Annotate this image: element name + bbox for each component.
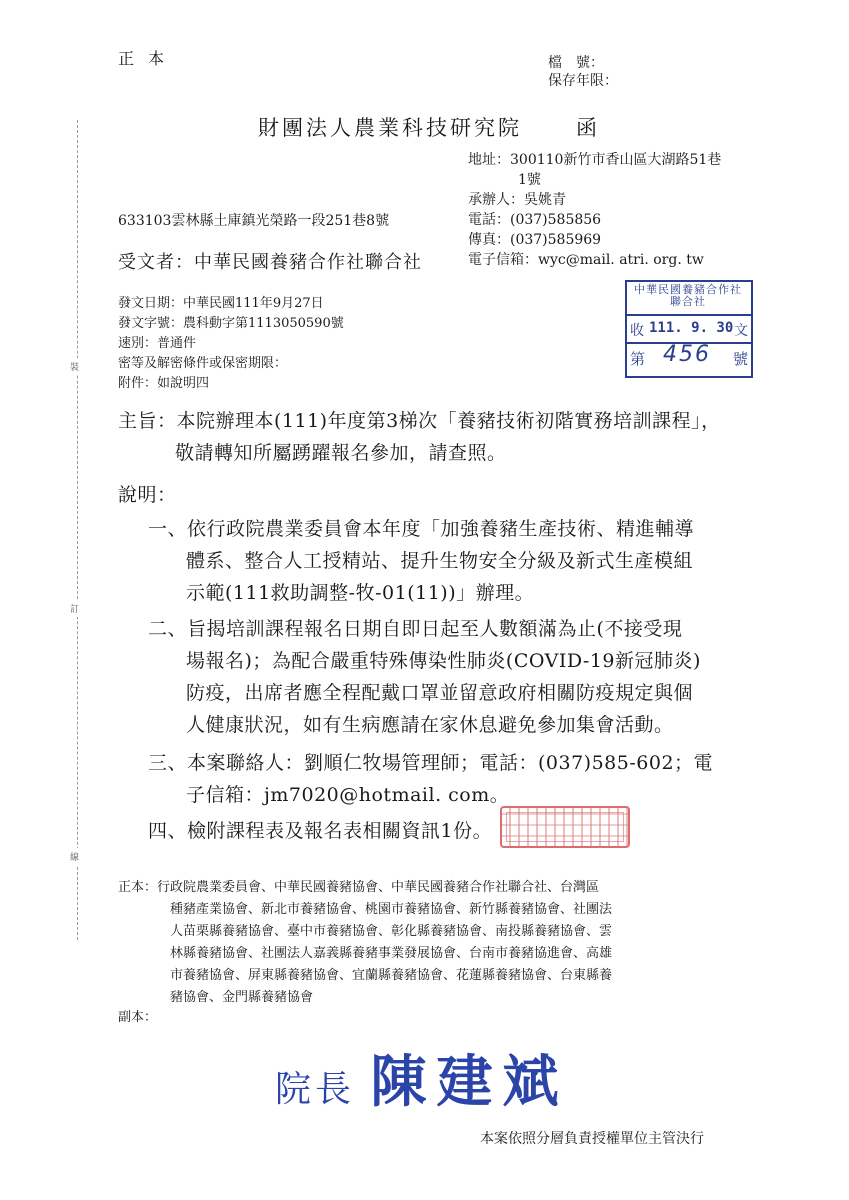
distribution-original-line6: 豬協會、金門縣養豬協會 <box>170 990 314 1005</box>
receipt-stamp-date: 111. 9. 30 <box>649 320 734 336</box>
handler: 承辦人：吳姚青 <box>468 192 566 208</box>
file-number-label: 檔 號： <box>548 55 604 71</box>
sender-address-line1: 地址：300110新竹市香山區大湖路51巷 <box>468 152 722 168</box>
sender-info <box>468 150 721 270</box>
binding-mark-ding: 訂 <box>70 600 79 617</box>
item1-line2: 體系、整合人工授精站、提升生物安全分級及新式生產模組 <box>186 550 694 572</box>
receipt-stamp-number: 456 <box>663 342 711 367</box>
distribution-original-line4: 林縣養豬協會、社團法人嘉義縣養豬事業發展協會、台南市養豬協進會、高雄 <box>170 946 613 961</box>
attachment: 附件：如說明四 <box>118 376 210 391</box>
receipt-stamp-wen: 文 <box>734 323 748 339</box>
distribution-original-line2: 種豬產業協會、新北市養豬協會、桃園市養豬協會、新竹縣養豬協會、社團法 <box>170 902 613 917</box>
copy-label: 正本 <box>118 49 179 68</box>
fax: 傳真：(037)585969 <box>468 232 602 248</box>
page-title: 財團法人農業科技研究院 <box>258 116 522 140</box>
signature-title: 院長 <box>275 1069 356 1110</box>
doc-type: 函 <box>576 116 597 140</box>
speed-class: 速別：普通件 <box>118 336 197 351</box>
binding-line <box>77 120 78 940</box>
doc-number: 發文字號：農科動字第1113050590號 <box>118 316 344 331</box>
binding-mark-xian: 線 <box>70 848 79 865</box>
distribution-original-line5: 市養豬協會、屏東縣養豬協會、宜蘭縣養豬協會、花蓮縣養豬協會、台東縣養 <box>170 968 613 983</box>
subject-line1: 主旨：本院辦理本(111)年度第3梯次「養豬技術初階實務培訓課程」， <box>118 410 721 432</box>
phone: 電話：(037)585856 <box>468 212 602 228</box>
item1-line1: 一、依行政院農業委員會本年度「加強養豬生產技術、精進輔導 <box>148 518 695 540</box>
item3-line1: 三、本案聯絡人：劉順仁牧場管理師；電話：(037)585-602；電 <box>148 752 714 774</box>
sender-address-line2: 1號 <box>518 172 541 188</box>
receipt-stamp-org: 中華民國養豬合作社聯合社 <box>634 283 742 308</box>
retention-label: 保存年限： <box>548 73 618 89</box>
receipt-stamp-shou: 收 <box>630 323 644 339</box>
receipt-stamp-di: 第 <box>630 350 646 368</box>
signature <box>275 1038 568 1118</box>
item4-line1: 四、檢附課程表及報名表相關資訊1份。 <box>148 820 493 842</box>
item1-line3: 示範(111救助調整-牧-01(11))」辦理。 <box>186 582 535 604</box>
distribution-copy: 副本： <box>118 1010 158 1025</box>
receipt-stamp-hao: 號 <box>732 350 748 368</box>
recipient-name: 受文者：中華民國養豬合作社聯合社 <box>118 252 422 273</box>
receipt-stamp <box>625 280 753 378</box>
item2-line2: 場報名)；為配合嚴重特殊傳染性肺炎(COVID-19新冠肺炎) <box>186 650 701 672</box>
issue-date: 發文日期：中華民國111年9月27日 <box>118 296 324 311</box>
red-seal-stamp <box>500 806 630 848</box>
distribution-original-line3: 人苗栗縣養豬協會、臺中市養豬協會、彰化縣養豬協會、南投縣養豬協會、雲 <box>170 924 613 939</box>
explanation-label: 說明： <box>118 484 177 506</box>
signature-name: 陳建斌 <box>370 1049 569 1115</box>
recipient-address: 633103雲林縣土庫鎮光榮路一段251巷8號 <box>118 213 390 229</box>
item3-line2: 子信箱：jm7020@hotmail. com。 <box>186 784 510 806</box>
distribution-original-line1: 正本：行政院農業委員會、中華民國養豬協會、中華民國養豬合作社聯合社、台灣區 <box>118 880 600 895</box>
binding-mark-zhuang: 裝 <box>70 358 79 375</box>
footer-note: 本案依照分層負責授權單位主管決行 <box>480 1131 704 1147</box>
secrecy-level: 密等及解密條件或保密期限： <box>118 356 288 371</box>
subject-line2: 敬請轉知所屬踴躍報名參加，請查照。 <box>175 442 507 464</box>
item2-line4: 人健康狀況，如有生病應請在家休息避免參加集會活動。 <box>186 714 674 736</box>
item2-line1: 二、旨揭培訓課程報名日期自即日起至人數額滿為止(不接受現 <box>148 618 683 640</box>
item2-line3: 防疫，出席者應全程配戴口罩並留意政府相關防疫規定與個 <box>186 682 694 704</box>
email: 電子信箱：wyc@mail. atri. org. tw <box>468 252 704 268</box>
